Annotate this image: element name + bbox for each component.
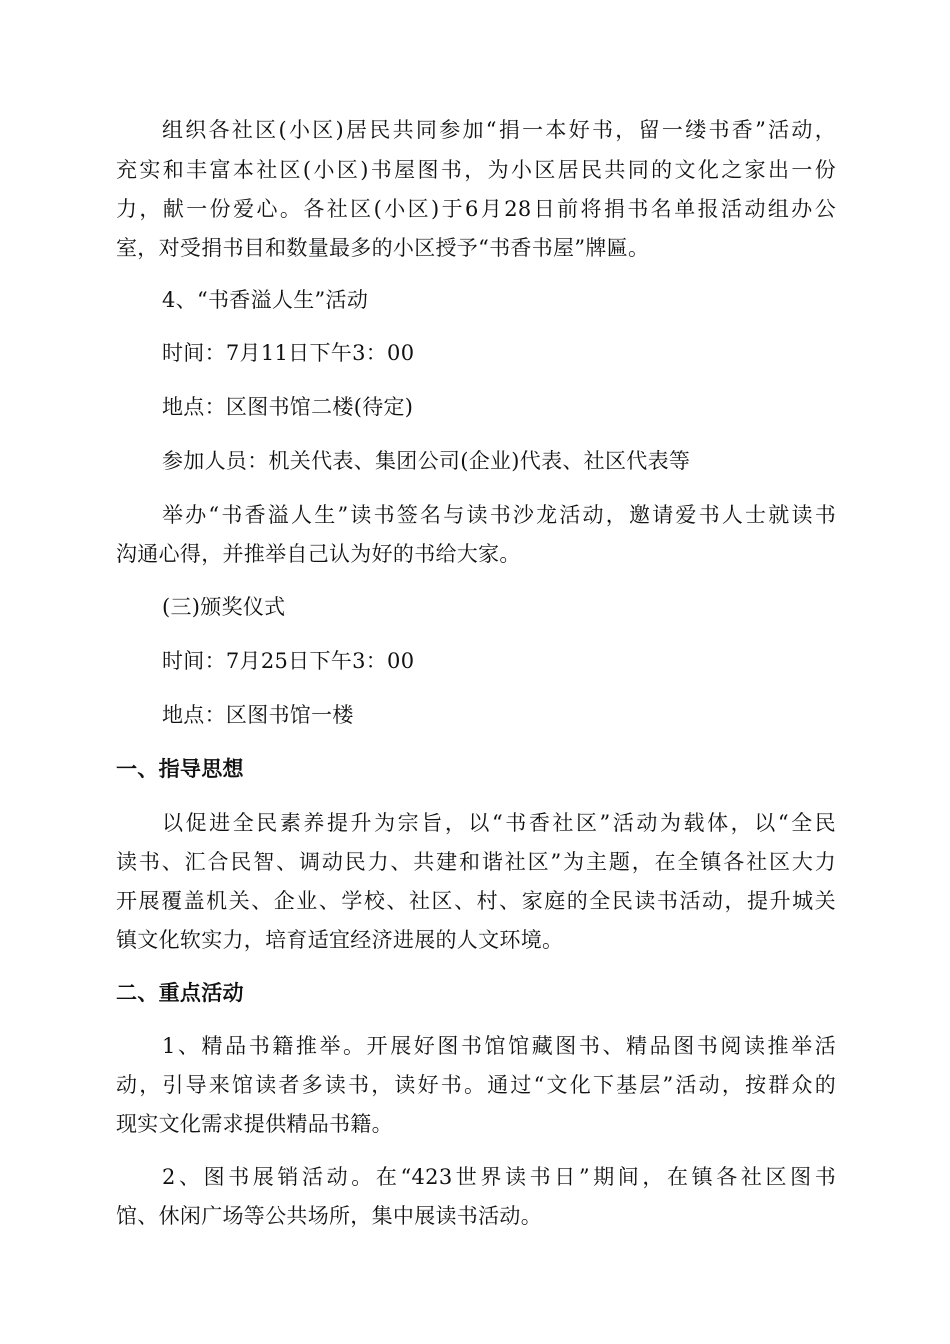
section-heading: 二、重点活动 [116,981,244,1005]
paragraph-line: 2、图书展销活动。在“423世界读书日”期间，在镇各社区图书 [162,1165,836,1189]
activity-time: 时间：7月11日下午3：00 [162,341,415,365]
section-heading: 一、指导思想 [116,757,244,781]
ceremony-location: 地点：区图书馆一楼 [162,703,354,727]
paragraph-line: 组织各社区(小区)居民共同参加“捐一本好书，留一缕书香”活动， [162,118,836,142]
paragraph-line: 1、精品书籍推举。开展好图书馆馆藏图书、精品图书阅读推举活 [162,1034,836,1058]
paragraph-line: 举办“书香溢人生”读书签名与读书沙龙活动，邀请爱书人士就读书 [162,503,836,527]
paragraph-line: 力，献一份爱心。各社区(小区)于6月28日前将捐书名单报活动组办公 [116,197,836,221]
paragraph-line: 动，引导来馆读者多读书，读好书。通过“文化下基层”活动，按群众的 [116,1073,836,1097]
paragraph-line: 馆、休闲广场等公共场所，集中展读书活动。 [116,1204,542,1228]
ceremony-time: 时间：7月25日下午3：00 [162,649,415,673]
activity-location: 地点：区图书馆二楼(待定) [162,395,414,419]
paragraph-line: 室，对受捐书目和数量最多的小区授予“书香书屋”牌匾。 [116,236,650,260]
paragraph-line: 沟通心得，并推举自己认为好的书给大家。 [116,542,521,566]
activity-participants: 参加人员：机关代表、集团公司(企业)代表、社区代表等 [162,449,691,473]
paragraph-line: 开展覆盖机关、企业、学校、社区、村、家庭的全民读书活动，提升城关 [116,889,836,913]
paragraph-line: 镇文化软实力，培育适宜经济进展的人文环境。 [116,928,564,952]
paragraph-line: 以促进全民素养提升为宗旨，以“书香社区”活动为载体，以“全民 [162,811,836,835]
paragraph-line: 充实和丰富本社区(小区)书屋图书，为小区居民共同的文化之家出一份 [116,158,836,182]
paragraph-line: 读书、汇合民智、调动民力、共建和谐社区”为主题，在全镇各社区大力 [116,850,836,874]
section-subtitle: (三)颁奖仪式 [162,595,286,619]
activity-title: 4、“书香溢人生”活动 [162,288,369,312]
paragraph-line: 现实文化需求提供精品书籍。 [116,1112,393,1136]
